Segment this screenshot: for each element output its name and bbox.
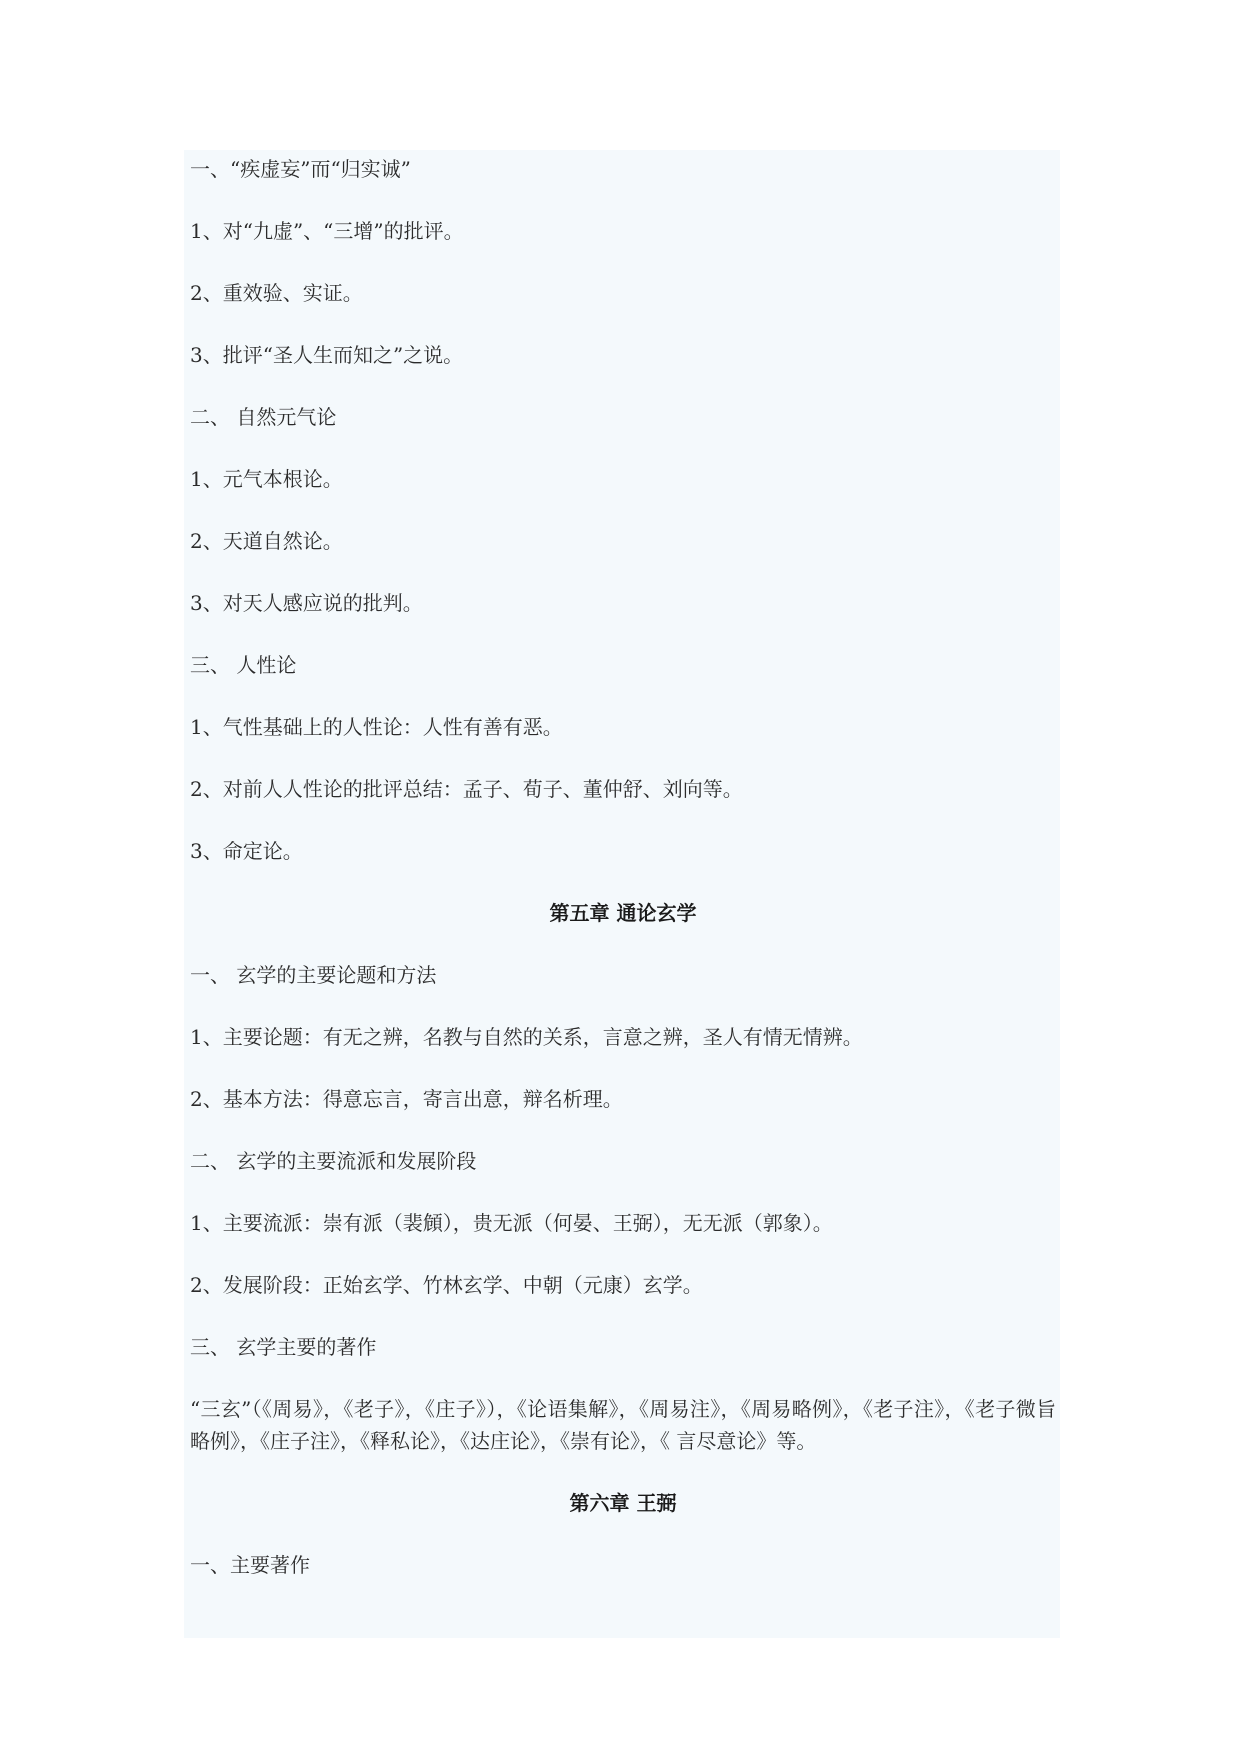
section-heading: 一、 玄学的主要论题和方法 [190, 963, 437, 987]
chapter-title: 第六章 王弼 [569, 1491, 677, 1515]
list-item: 2、重效验、实证。 [190, 281, 363, 305]
list-item: 3、命定论。 [190, 839, 303, 863]
section-heading: 二、 自然元气论 [190, 405, 337, 429]
chapter-title: 第五章 通论玄学 [549, 901, 697, 925]
list-item: 2、发展阶段：正始玄学、竹林玄学、中朝（元康）玄学。 [190, 1273, 703, 1297]
list-item: 1、主要论题：有无之辨，名教与自然的关系，言意之辨，圣人有情无情辨。 [190, 1025, 863, 1049]
list-item: 2、基本方法：得意忘言，寄言出意，辩名析理。 [190, 1087, 623, 1111]
list-item: 3、对天人感应说的批判。 [190, 591, 423, 615]
section-heading: 三、 人性论 [190, 653, 297, 677]
section-heading: 一、主要著作 [190, 1553, 310, 1577]
list-item: 1、对“九虚”、“三增”的批评。 [190, 219, 464, 243]
section-heading: 一、“疾虚妄”而“归实诚” [190, 157, 411, 181]
section-heading: 二、 玄学的主要流派和发展阶段 [190, 1149, 477, 1173]
document-body [190, 150, 1056, 1611]
list-item: 2、天道自然论。 [190, 529, 343, 553]
list-item: 1、元气本根论。 [190, 467, 343, 491]
works-paragraph: “三玄”（《周易》，《老子》，《庄子》），《论语集解》，《周易注》，《周易略例》，《老子注》，《老子微旨略例》，《庄子注》，《释私论》，《达庄论》，《崇有论》，《 言尽意论》等。 [190, 1397, 1056, 1453]
list-item: 3、批评“圣人生而知之”之说。 [190, 343, 464, 367]
section-heading: 三、 玄学主要的著作 [190, 1335, 377, 1359]
list-item: 1、气性基础上的人性论：人性有善有恶。 [190, 715, 563, 739]
list-item: 1、主要流派：崇有派（裴頠），贵无派（何晏、王弼），无无派（郭象）。 [190, 1211, 833, 1235]
list-item: 2、对前人人性论的批评总结：孟子、荀子、董仲舒、刘向等。 [190, 777, 743, 801]
